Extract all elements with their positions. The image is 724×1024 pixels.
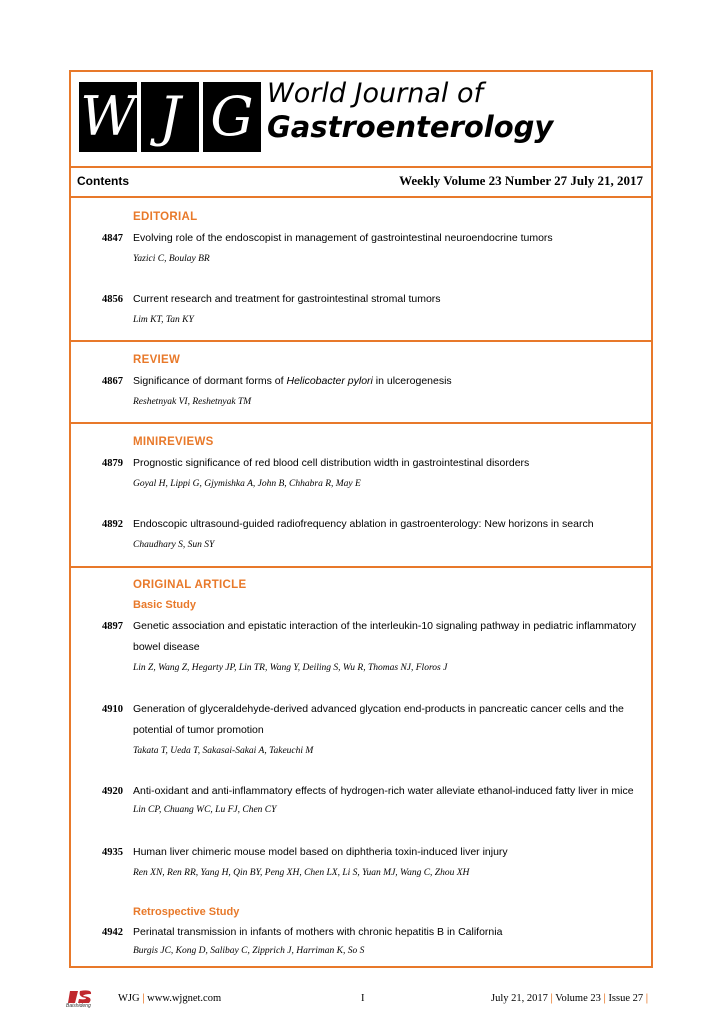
- footer-separator: |: [603, 993, 606, 1004]
- footer-separator: |: [645, 993, 649, 1004]
- article-authors: Goyal H, Lippi G, Gjymishka A, John B, Chhabra R, May E: [133, 479, 361, 489]
- section-heading: EDITORIAL: [133, 211, 198, 223]
- article-title[interactable]: Evolving role of the endoscopist in management of gastrointestinal neuroendocrine tumors: [133, 232, 553, 244]
- journal-title: [267, 80, 553, 142]
- journal-title-line1: World Journal of: [267, 78, 483, 109]
- publisher-logo-text: Baishideng: [66, 1003, 91, 1009]
- article-title[interactable]: Anti-oxidant and anti-inflammatory effects of hydrogen-rich water alleviate ethanol-induced fatty liver in mice: [133, 785, 634, 797]
- section-minireviews: [71, 424, 651, 568]
- article-authors: Chaudhary S, Sun SY: [133, 540, 215, 550]
- baishideng-logo: [66, 988, 106, 1010]
- article-title[interactable]: Endoscopic ultrasound-guided radiofrequency ablation in gastroenterology: New horizons in search: [133, 518, 594, 530]
- article-title-line1[interactable]: Generation of glyceraldehyde-derived advanced glycation end-products in pancreatic cancer cells and the: [133, 703, 624, 715]
- article-title[interactable]: Human liver chimeric mouse model based on diphtheria toxin-induced liver injury: [133, 846, 508, 858]
- article-page: 4847: [102, 233, 123, 244]
- section-original-article: [71, 568, 651, 966]
- section-editorial: [71, 198, 651, 342]
- contents-frame: [69, 70, 653, 968]
- logo-letter-g: G: [203, 82, 261, 152]
- issue-info: Weekly Volume 23 Number 27 July 21, 2017: [399, 173, 643, 188]
- article-page: 4879: [102, 458, 123, 469]
- article-page: 4942: [102, 927, 123, 938]
- footer-issue: [491, 993, 648, 1004]
- article-title-post: in ulcerogenesis: [372, 375, 452, 387]
- section-heading: ORIGINAL ARTICLE: [133, 579, 247, 591]
- subheading-basic-study: Basic Study: [133, 599, 196, 611]
- footer-issue-number: Issue 27: [608, 993, 644, 1004]
- section-heading: MINIREVIEWS: [133, 436, 214, 448]
- section-review: [71, 342, 651, 424]
- article-authors: Lim KT, Tan KY: [133, 315, 194, 325]
- footer-separator: |: [142, 993, 145, 1004]
- article-title-species: Helicobacter pylori: [286, 375, 373, 387]
- article-title[interactable]: Current research and treatment for gastrointestinal stromal tumors: [133, 293, 441, 305]
- logo-letter-j: J: [141, 82, 199, 152]
- contents-label: Contents: [77, 174, 129, 188]
- article-authors: Lin Z, Wang Z, Hegarty JP, Lin TR, Wang Y, Deiling S, Wu R, Thomas NJ, Floros J: [133, 663, 448, 673]
- article-title-pre: Significance of dormant forms of: [133, 375, 287, 387]
- article-title[interactable]: Perinatal transmission in infants of mothers with chronic hepatitis B in California: [133, 926, 503, 938]
- article-title-line1[interactable]: Genetic association and epistatic interaction of the interleukin-10 signaling pathway in pediatric inflammatory: [133, 620, 637, 632]
- subheading-retrospective-study: Retrospective Study: [133, 906, 240, 918]
- journal-masthead: [71, 72, 651, 168]
- article-authors: Burgis JC, Kong D, Salibay C, Zipprich J, Harriman K, So S: [133, 946, 365, 956]
- article-page: 4935: [102, 847, 123, 858]
- article-title[interactable]: [133, 371, 645, 392]
- article-page: 4897: [102, 621, 123, 632]
- footer-journal-abbr: WJG: [118, 993, 140, 1004]
- article-title[interactable]: Prognostic significance of red blood cell distribution width in gastrointestinal disorders: [133, 457, 530, 469]
- article-title-line2[interactable]: bowel disease: [133, 641, 200, 653]
- journal-title-line2: Gastroenterology: [267, 110, 554, 144]
- article-authors: Ren XN, Ren RR, Yang H, Qin BY, Peng XH, Chen LX, Li S, Yuan MJ, Wang C, Zhou XH: [133, 868, 470, 878]
- article-page: 4867: [102, 376, 123, 387]
- footer-date: July 21, 2017: [491, 993, 548, 1004]
- contents-bar: [71, 166, 651, 198]
- footer-page-number: I: [361, 993, 365, 1004]
- article-authors: Takata T, Ueda T, Sakasai-Sakai A, Takeuchi M: [133, 746, 314, 756]
- article-authors: Reshetnyak VI, Reshetnyak TM: [133, 397, 252, 407]
- article-authors: Lin CP, Chuang WC, Lu FJ, Chen CY: [133, 805, 277, 815]
- article-page: 4920: [102, 786, 123, 797]
- page-footer: [0, 988, 724, 1012]
- article-authors: Yazici C, Boulay BR: [133, 254, 210, 264]
- article-title-line2[interactable]: potential of tumor promotion: [133, 724, 264, 736]
- article-page: 4910: [102, 704, 123, 715]
- footer-url[interactable]: www.wjgnet.com: [147, 993, 222, 1004]
- footer-journal: [118, 993, 221, 1004]
- footer-separator: |: [550, 993, 553, 1004]
- article-page: 4892: [102, 519, 123, 530]
- article-page: 4856: [102, 294, 123, 305]
- footer-volume: Volume 23: [555, 993, 601, 1004]
- logo-letter-w: W: [79, 82, 137, 152]
- section-heading: REVIEW: [133, 354, 181, 366]
